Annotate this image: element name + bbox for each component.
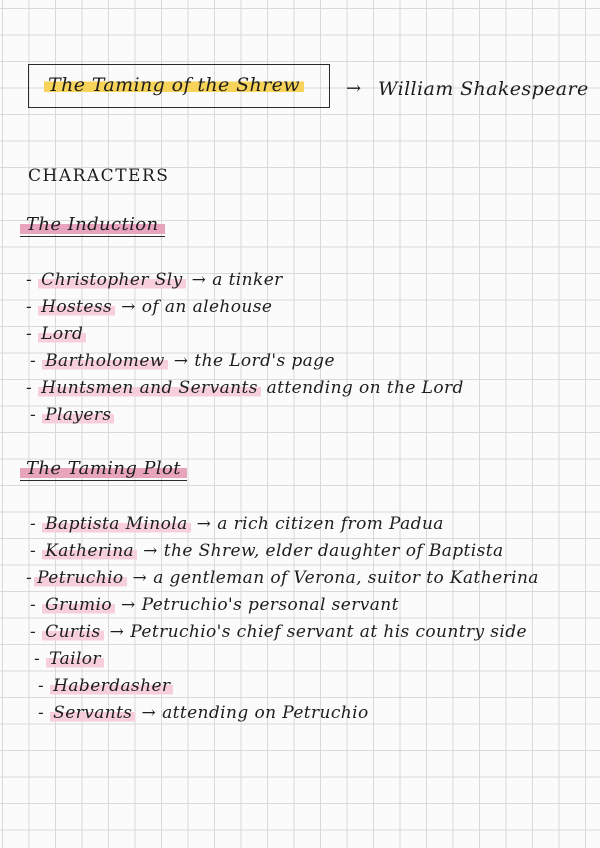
- character-desc: attending on Petruchio: [162, 703, 369, 723]
- character-name: Grumio: [42, 595, 115, 615]
- character-name: Katherina: [42, 541, 137, 561]
- character-name: Players: [42, 405, 114, 425]
- list-item: - Curtis → Petruchio's chief servant at his country side: [30, 622, 527, 642]
- character-name: Haberdasher: [50, 676, 173, 696]
- list-item: - Tailor: [34, 649, 104, 673]
- character-name: Servants: [50, 703, 135, 723]
- author: William Shakespeare: [378, 78, 589, 100]
- character-name: Bartholomew: [42, 351, 168, 371]
- list-item: - Grumio → Petruchio's personal servant: [30, 595, 399, 615]
- characters-heading: CHARACTERS: [28, 166, 170, 186]
- list-item: - Players: [30, 405, 114, 429]
- character-desc: Petruchio's chief servant at his country side: [130, 622, 527, 642]
- induction-heading: The Induction: [20, 214, 165, 237]
- character-desc: a gentleman of Verona, suitor to Katherina: [153, 568, 539, 588]
- list-item: - Huntsmen and Servants attending on the Lord: [26, 378, 464, 398]
- character-name: Baptista Minola: [42, 514, 190, 534]
- list-item: - Baptista Minola → a rich citizen from Padua: [30, 514, 444, 534]
- page-title: The Taming of the Shrew: [44, 74, 304, 96]
- character-name: Tailor: [46, 649, 104, 669]
- character-desc: of an alehouse: [141, 297, 273, 317]
- character-name: Curtis: [42, 622, 103, 642]
- list-item: - Petruchio → a gentleman of Verona, suitor to Katherina: [26, 568, 539, 588]
- character-desc: a tinker: [212, 270, 283, 290]
- character-desc: Petruchio's personal servant: [141, 595, 399, 615]
- character-desc: attending on the Lord: [266, 378, 464, 398]
- list-item: - Christopher Sly → a tinker: [26, 270, 283, 290]
- author-arrow: →: [346, 78, 362, 99]
- character-desc: the Lord's page: [194, 351, 335, 371]
- character-name: Huntsmen and Servants: [38, 378, 261, 398]
- character-name: Petruchio: [34, 568, 126, 588]
- character-name: Hostess: [38, 297, 115, 317]
- list-item: - Hostess → of an alehouse: [26, 297, 273, 317]
- character-desc: the Shrew, elder daughter of Baptista: [163, 541, 504, 561]
- character-name: Christopher Sly: [38, 270, 185, 290]
- character-name: Lord: [38, 324, 86, 344]
- list-item: - Bartholomew → the Lord's page: [30, 351, 335, 371]
- list-item: - Servants → attending on Petruchio: [38, 703, 369, 723]
- list-item: - Katherina → the Shrew, elder daughter of Baptista: [30, 541, 504, 561]
- character-desc: a rich citizen from Padua: [217, 514, 444, 534]
- list-item: - Haberdasher: [38, 676, 173, 700]
- list-item: - Lord: [26, 324, 86, 348]
- taming-plot-heading: The Taming Plot: [20, 458, 187, 481]
